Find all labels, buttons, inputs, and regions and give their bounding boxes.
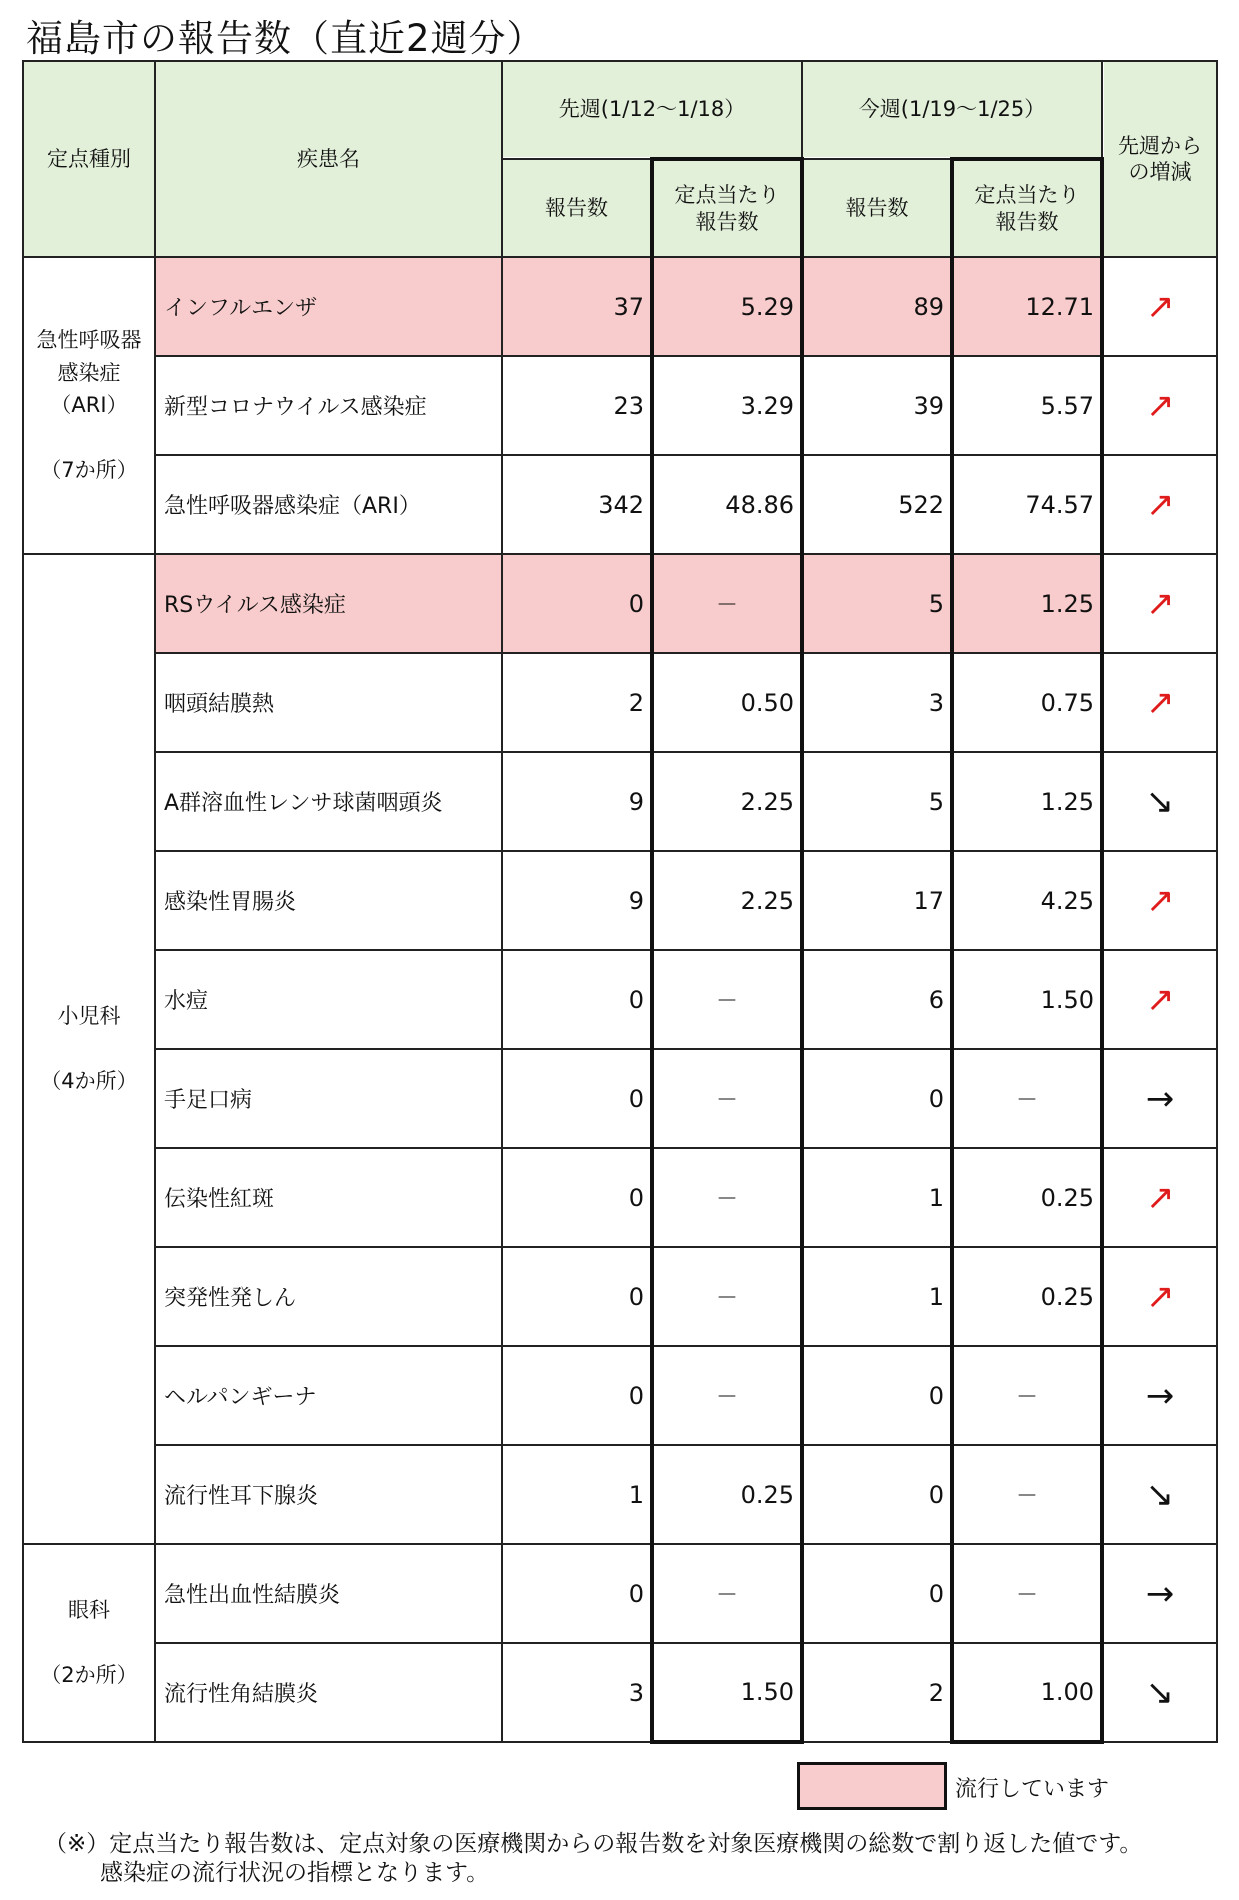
trend-cell xyxy=(1102,1445,1217,1544)
arrow-up-icon: → xyxy=(1135,480,1185,529)
last-week-count: 2 xyxy=(502,653,652,752)
this-week-per-site: 5.57 xyxy=(952,356,1102,455)
arrow-down-icon: → xyxy=(1135,1470,1185,1519)
report-table xyxy=(22,60,1218,1744)
footnote-line-2: 感染症の流行状況の指標となります。 xyxy=(100,1859,490,1886)
arrow-right-icon: → xyxy=(1145,1078,1175,1119)
this-week-per-site: 4.25 xyxy=(952,851,1102,950)
header-disease: 疾患名 xyxy=(155,61,502,257)
disease-name: 手足口病 xyxy=(155,1049,502,1148)
last-week-per-site: － xyxy=(652,1544,802,1643)
table-row xyxy=(23,1643,1217,1742)
trend-cell xyxy=(1102,554,1217,653)
category-label-line: 感染症 xyxy=(57,360,121,385)
disease-name: 水痘 xyxy=(155,950,502,1049)
last-week-count: 37 xyxy=(502,257,652,356)
this-week-count: 2 xyxy=(802,1643,952,1742)
category-label-line: （2か所） xyxy=(40,1663,138,1688)
this-week-per-site: 1.25 xyxy=(952,752,1102,851)
table-row xyxy=(23,554,1217,653)
last-week-count: 9 xyxy=(502,851,652,950)
this-week-per-site: － xyxy=(952,1049,1102,1148)
trend-cell xyxy=(1102,851,1217,950)
disease-name: 咽頭結膜熱 xyxy=(155,653,502,752)
last-week-per-site: 2.25 xyxy=(652,752,802,851)
legend-label: 流行しています xyxy=(955,1777,1110,1802)
last-week-per-site: － xyxy=(652,950,802,1049)
table-row xyxy=(23,1544,1217,1643)
category-label-line xyxy=(24,422,154,455)
this-week-count: 1 xyxy=(802,1148,952,1247)
table-row xyxy=(23,1445,1217,1544)
last-week-per-site: 5.29 xyxy=(652,257,802,356)
last-week-per-site: 3.29 xyxy=(652,356,802,455)
last-week-per-site: － xyxy=(652,1148,802,1247)
this-week-per-site: － xyxy=(952,1445,1102,1544)
table-row xyxy=(23,1247,1217,1346)
trend-cell xyxy=(1102,1346,1217,1445)
last-week-per-site: 0.25 xyxy=(652,1445,802,1544)
header-change: 先週からの増減 xyxy=(1102,61,1217,257)
category-label-line: （7か所） xyxy=(40,458,138,483)
last-week-per-site: 1.50 xyxy=(652,1643,802,1742)
arrow-up-icon: → xyxy=(1135,1173,1185,1222)
table-row xyxy=(23,356,1217,455)
table-row xyxy=(23,950,1217,1049)
trend-cell xyxy=(1102,1148,1217,1247)
disease-name: A群溶血性レンサ球菌咽頭炎 xyxy=(155,752,502,851)
last-week-count: 0 xyxy=(502,1148,652,1247)
trend-cell xyxy=(1102,950,1217,1049)
trend-cell xyxy=(1102,356,1217,455)
this-week-count: 1 xyxy=(802,1247,952,1346)
category-cell xyxy=(23,554,155,1544)
category-label-line: （ARI） xyxy=(50,393,128,418)
table-row xyxy=(23,257,1217,356)
last-week-per-site: 2.25 xyxy=(652,851,802,950)
trend-cell xyxy=(1102,257,1217,356)
category-label-line: 小児科 xyxy=(57,1004,121,1029)
legend-swatch xyxy=(797,1762,947,1810)
this-week-count: 0 xyxy=(802,1346,952,1445)
this-week-per-site: 1.50 xyxy=(952,950,1102,1049)
trend-cell xyxy=(1102,653,1217,752)
last-week-count: 3 xyxy=(502,1643,652,1742)
this-week-count: 89 xyxy=(802,257,952,356)
disease-name: 急性呼吸器感染症（ARI） xyxy=(155,455,502,554)
this-week-count: 39 xyxy=(802,356,952,455)
this-week-count: 3 xyxy=(802,653,952,752)
arrow-up-icon: → xyxy=(1135,876,1185,925)
table-row xyxy=(23,752,1217,851)
header-last-per-site: 定点当たり報告数 xyxy=(652,159,802,257)
category-label-line xyxy=(24,1033,154,1066)
disease-name: 流行性角結膜炎 xyxy=(155,1643,502,1742)
arrow-up-icon: → xyxy=(1135,678,1185,727)
arrow-up-icon: → xyxy=(1135,1272,1185,1321)
last-week-count: 1 xyxy=(502,1445,652,1544)
trend-cell xyxy=(1102,455,1217,554)
disease-name: 新型コロナウイルス感染症 xyxy=(155,356,502,455)
this-week-per-site: 0.25 xyxy=(952,1247,1102,1346)
table-row xyxy=(23,1049,1217,1148)
this-week-count: 0 xyxy=(802,1544,952,1643)
this-week-count: 522 xyxy=(802,455,952,554)
arrow-down-icon: → xyxy=(1135,1668,1185,1717)
last-week-per-site: 48.86 xyxy=(652,455,802,554)
arrow-right-icon: → xyxy=(1145,1375,1175,1416)
disease-name: ヘルパンギーナ xyxy=(155,1346,502,1445)
this-week-count: 6 xyxy=(802,950,952,1049)
header-category: 定点種別 xyxy=(23,61,155,257)
disease-name: RSウイルス感染症 xyxy=(155,554,502,653)
table-row xyxy=(23,851,1217,950)
this-week-per-site: 1.00 xyxy=(952,1643,1102,1742)
category-label-line xyxy=(24,1627,154,1660)
this-week-per-site: 0.75 xyxy=(952,653,1102,752)
disease-name: 突発性発しん xyxy=(155,1247,502,1346)
header-last-count: 報告数 xyxy=(502,159,652,257)
trend-cell xyxy=(1102,1544,1217,1643)
category-label-line: （4か所） xyxy=(40,1069,138,1094)
last-week-count: 0 xyxy=(502,1049,652,1148)
last-week-per-site: － xyxy=(652,1247,802,1346)
last-week-count: 0 xyxy=(502,554,652,653)
last-week-count: 0 xyxy=(502,1544,652,1643)
category-label-line: 眼科 xyxy=(68,1598,110,1623)
this-week-count: 0 xyxy=(802,1049,952,1148)
last-week-count: 9 xyxy=(502,752,652,851)
last-week-count: 0 xyxy=(502,950,652,1049)
category-label-line: 急性呼吸器 xyxy=(36,328,142,353)
disease-name: 感染性胃腸炎 xyxy=(155,851,502,950)
trend-cell xyxy=(1102,1049,1217,1148)
this-week-count: 0 xyxy=(802,1445,952,1544)
disease-name: 伝染性紅斑 xyxy=(155,1148,502,1247)
this-week-count: 5 xyxy=(802,752,952,851)
this-week-per-site: － xyxy=(952,1544,1102,1643)
this-week-count: 5 xyxy=(802,554,952,653)
page-title: 福島市の報告数（直近2週分） xyxy=(26,17,545,60)
this-week-per-site: 1.25 xyxy=(952,554,1102,653)
table-row xyxy=(23,653,1217,752)
category-cell xyxy=(23,1544,155,1742)
arrow-down-icon: → xyxy=(1135,777,1185,826)
category-cell xyxy=(23,257,155,554)
table-row xyxy=(23,455,1217,554)
table-row xyxy=(23,1346,1217,1445)
last-week-per-site: 0.50 xyxy=(652,653,802,752)
last-week-count: 0 xyxy=(502,1247,652,1346)
last-week-per-site: － xyxy=(652,1049,802,1148)
disease-name: 急性出血性結膜炎 xyxy=(155,1544,502,1643)
arrow-up-icon: → xyxy=(1135,282,1185,331)
table-body xyxy=(23,257,1217,1742)
footnote-line-1: （※）定点当たり報告数は、定点対象の医療機関からの報告数を対象医療機関の総数で割り返した値です。 xyxy=(44,1831,1143,1857)
header-this-count: 報告数 xyxy=(802,159,952,257)
header-last-week: 先週(1/12～1/18） xyxy=(502,61,802,159)
this-week-per-site: 74.57 xyxy=(952,455,1102,554)
trend-cell xyxy=(1102,1247,1217,1346)
last-week-per-site: － xyxy=(652,1346,802,1445)
disease-name: インフルエンザ xyxy=(155,257,502,356)
this-week-count: 17 xyxy=(802,851,952,950)
this-week-per-site: 12.71 xyxy=(952,257,1102,356)
this-week-per-site: － xyxy=(952,1346,1102,1445)
last-week-per-site: － xyxy=(652,554,802,653)
arrow-up-icon: → xyxy=(1135,975,1185,1024)
trend-cell xyxy=(1102,752,1217,851)
last-week-count: 23 xyxy=(502,356,652,455)
this-week-per-site: 0.25 xyxy=(952,1148,1102,1247)
trend-cell xyxy=(1102,1643,1217,1742)
last-week-count: 342 xyxy=(502,455,652,554)
footnote xyxy=(44,1830,1142,1888)
disease-name: 流行性耳下腺炎 xyxy=(155,1445,502,1544)
header-this-per-site: 定点当たり報告数 xyxy=(952,159,1102,257)
table-row xyxy=(23,1148,1217,1247)
arrow-up-icon: → xyxy=(1135,579,1185,628)
header-this-week: 今週(1/19～1/25） xyxy=(802,61,1102,159)
arrow-up-icon: → xyxy=(1135,381,1185,430)
last-week-count: 0 xyxy=(502,1346,652,1445)
arrow-right-icon: → xyxy=(1145,1573,1175,1614)
